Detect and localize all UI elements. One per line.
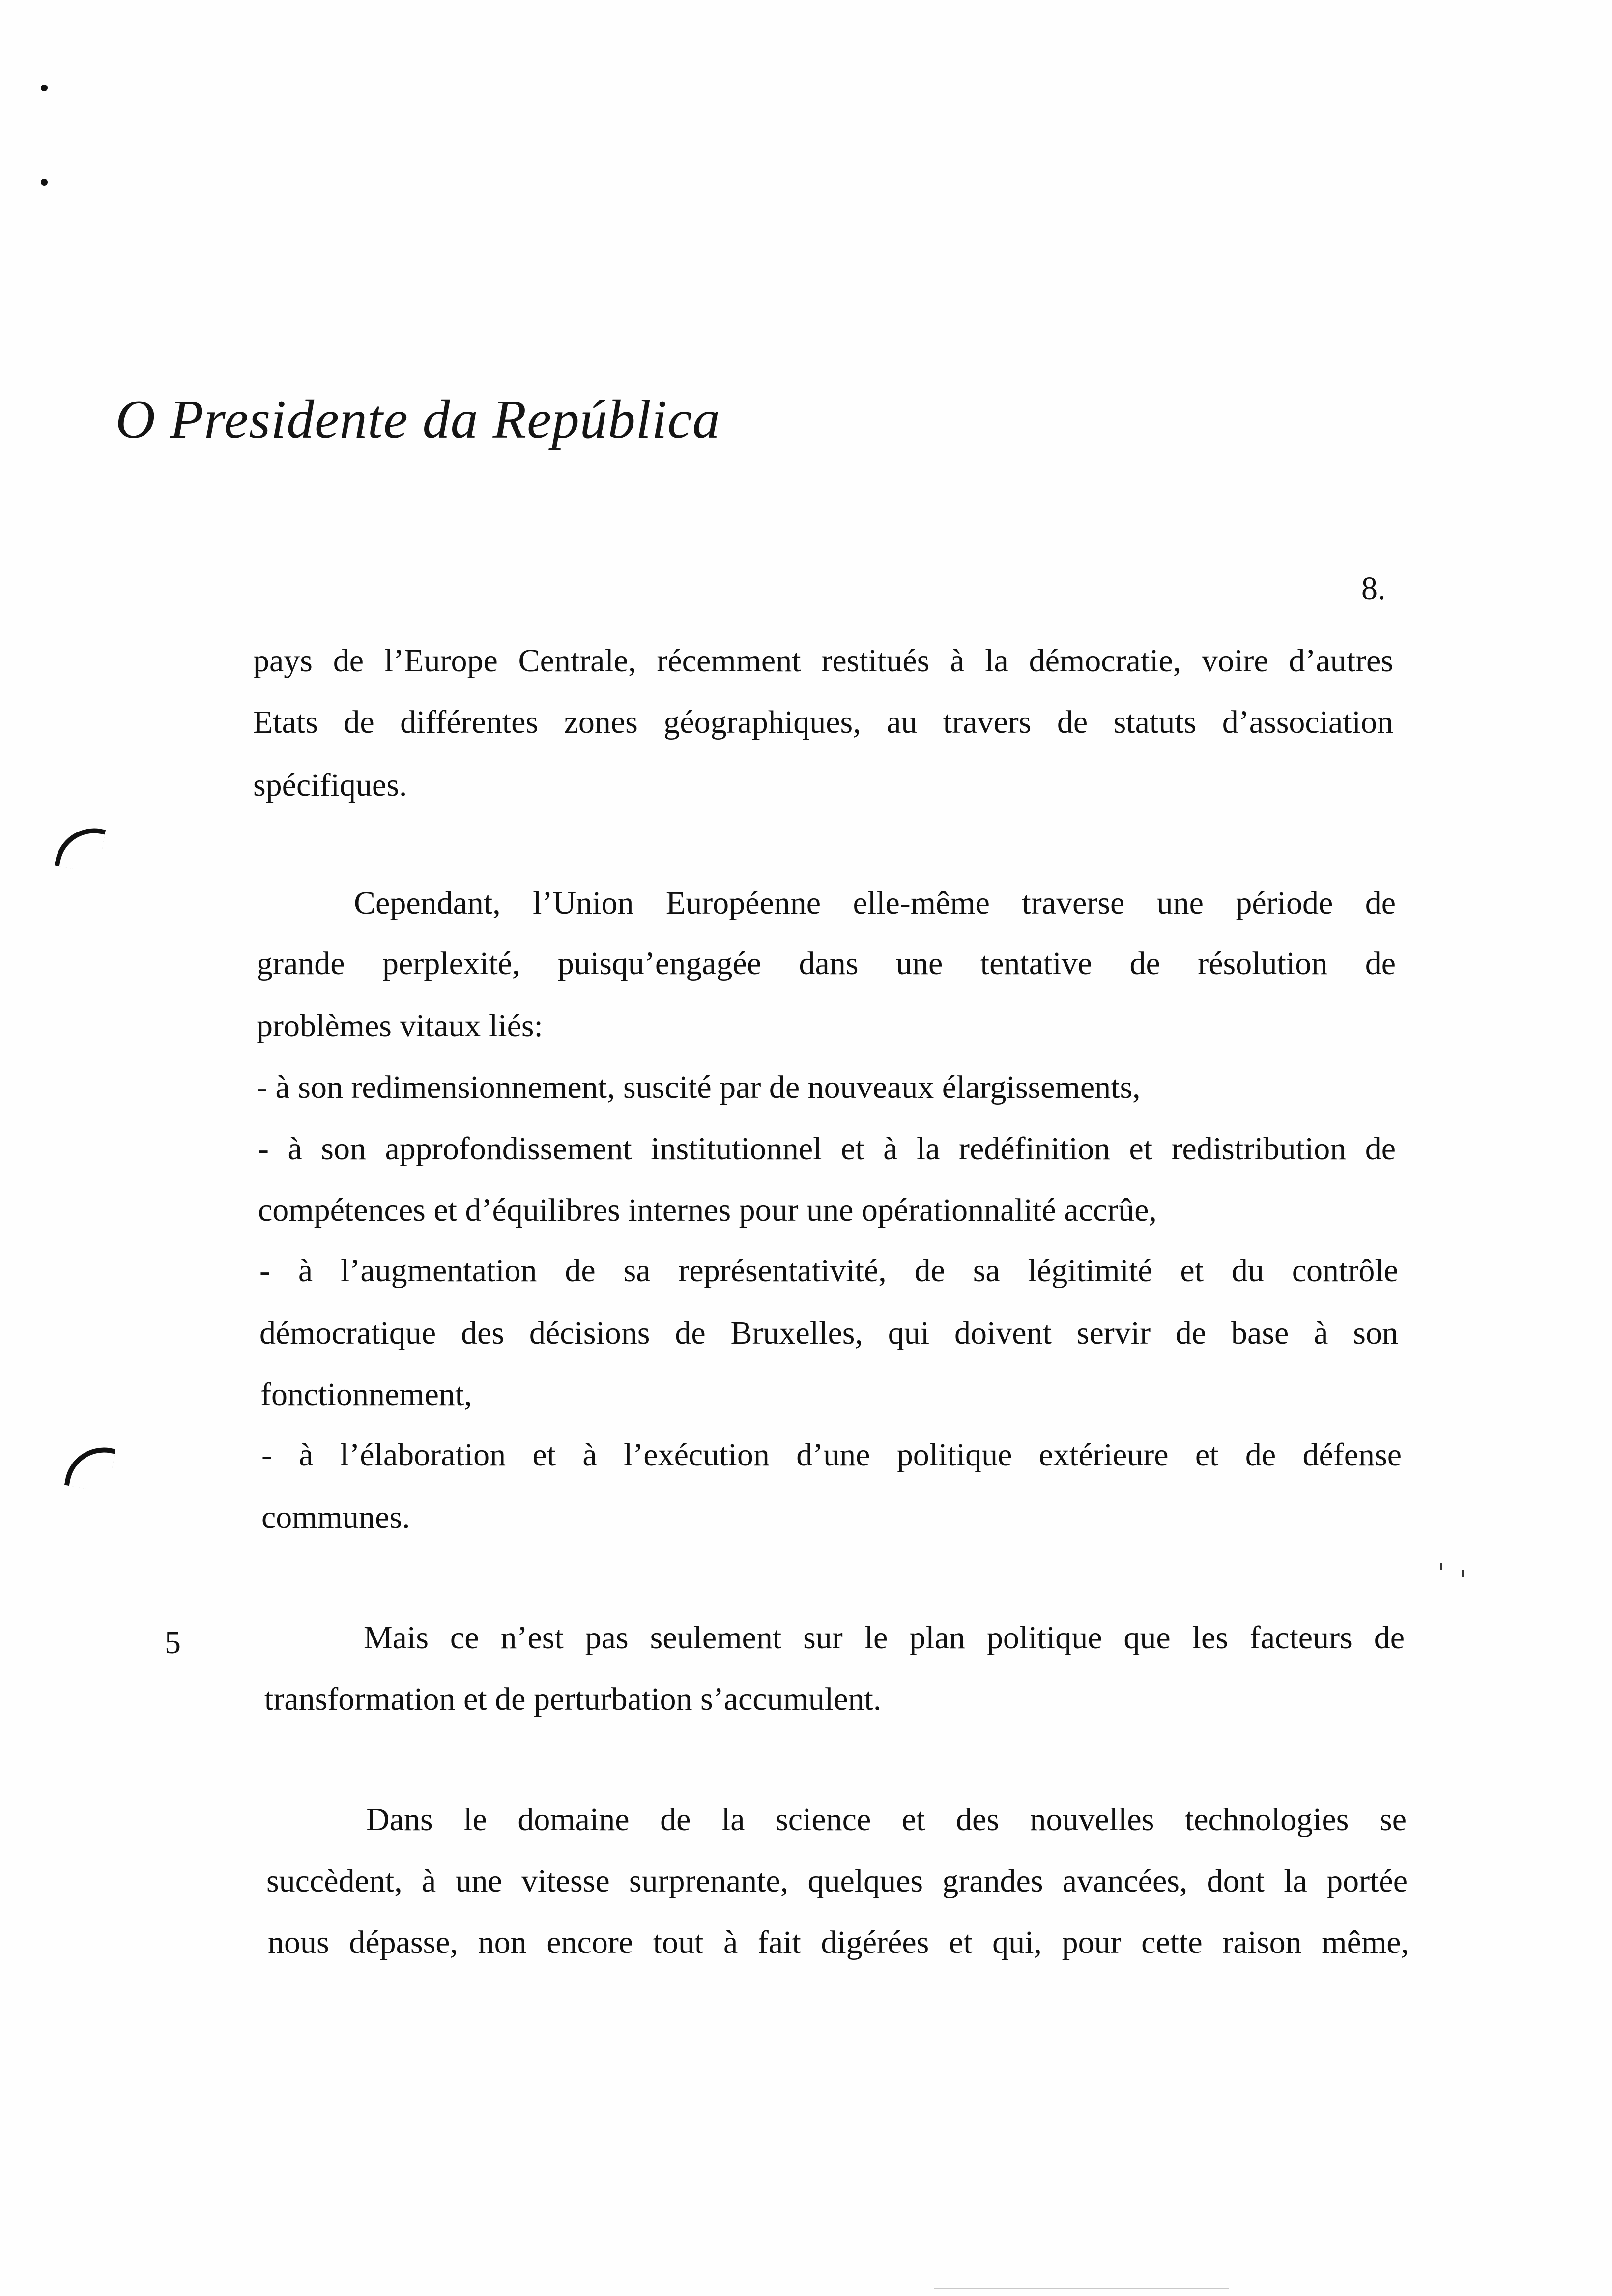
text-line: fonctionnement, xyxy=(260,1377,472,1412)
text-line: grande perplexité, puisqu’engagée dans une tentative de résolution de xyxy=(257,946,1396,981)
scan-edge-line xyxy=(934,2288,1229,2289)
text-line: Etats de différentes zones géographiques, au travers de statuts d’association xyxy=(253,704,1393,740)
text-line: - à l’augmentation de sa représentativité, de sa légitimité et du contrôle xyxy=(259,1253,1398,1289)
text-line: - à son redimensionnement, suscité par de nouveaux élargissements, xyxy=(257,1069,1141,1105)
scan-speck xyxy=(1440,1563,1442,1570)
text-line: Dans le domaine de la science et des nouvelles technologies se xyxy=(366,1802,1407,1837)
page-number: 8. xyxy=(1361,571,1386,606)
margin-line-number: 5 xyxy=(165,1625,181,1661)
binding-hole-dot xyxy=(41,85,48,91)
text-line: spécifiques. xyxy=(253,767,407,803)
binding-hole-dot xyxy=(41,179,48,186)
text-line: compétences et d’équilibres internes pour une opérationnalité accrûe, xyxy=(258,1192,1157,1228)
text-line: communes. xyxy=(261,1499,410,1535)
text-line: pays de l’Europe Centrale, récemment restitués à la démocratie, voire d’autres xyxy=(253,643,1393,679)
letterhead: O Presidente da República xyxy=(115,389,720,450)
text-line: problèmes vitaux liés: xyxy=(257,1008,543,1044)
text-line: transformation et de perturbation s’accumulent. xyxy=(264,1681,882,1717)
text-line: nous dépasse, non encore tout à fait digérées et qui, pour cette raison même, xyxy=(268,1924,1409,1960)
text-line: - à son approfondissement institutionnel et à la redéfinition et redistribution de xyxy=(258,1131,1396,1167)
text-line: succèdent, à une vitesse surprenante, quelques grandes avancées, dont la portée xyxy=(266,1863,1408,1899)
text-line: démocratique des décisions de Bruxelles, qui doivent servir de base à son xyxy=(259,1315,1398,1351)
scan-speck xyxy=(1462,1570,1464,1577)
text-line: Cependant, l’Union Européenne elle-même traverse une période de xyxy=(354,885,1396,921)
text-line: Mais ce n’est pas seulement sur le plan politique que les facteurs de xyxy=(364,1620,1405,1656)
staple-mark xyxy=(64,1441,115,1492)
text-line: - à l’élaboration et à l’exécution d’une politique extérieure et de défense xyxy=(261,1437,1402,1473)
staple-mark xyxy=(55,822,106,873)
